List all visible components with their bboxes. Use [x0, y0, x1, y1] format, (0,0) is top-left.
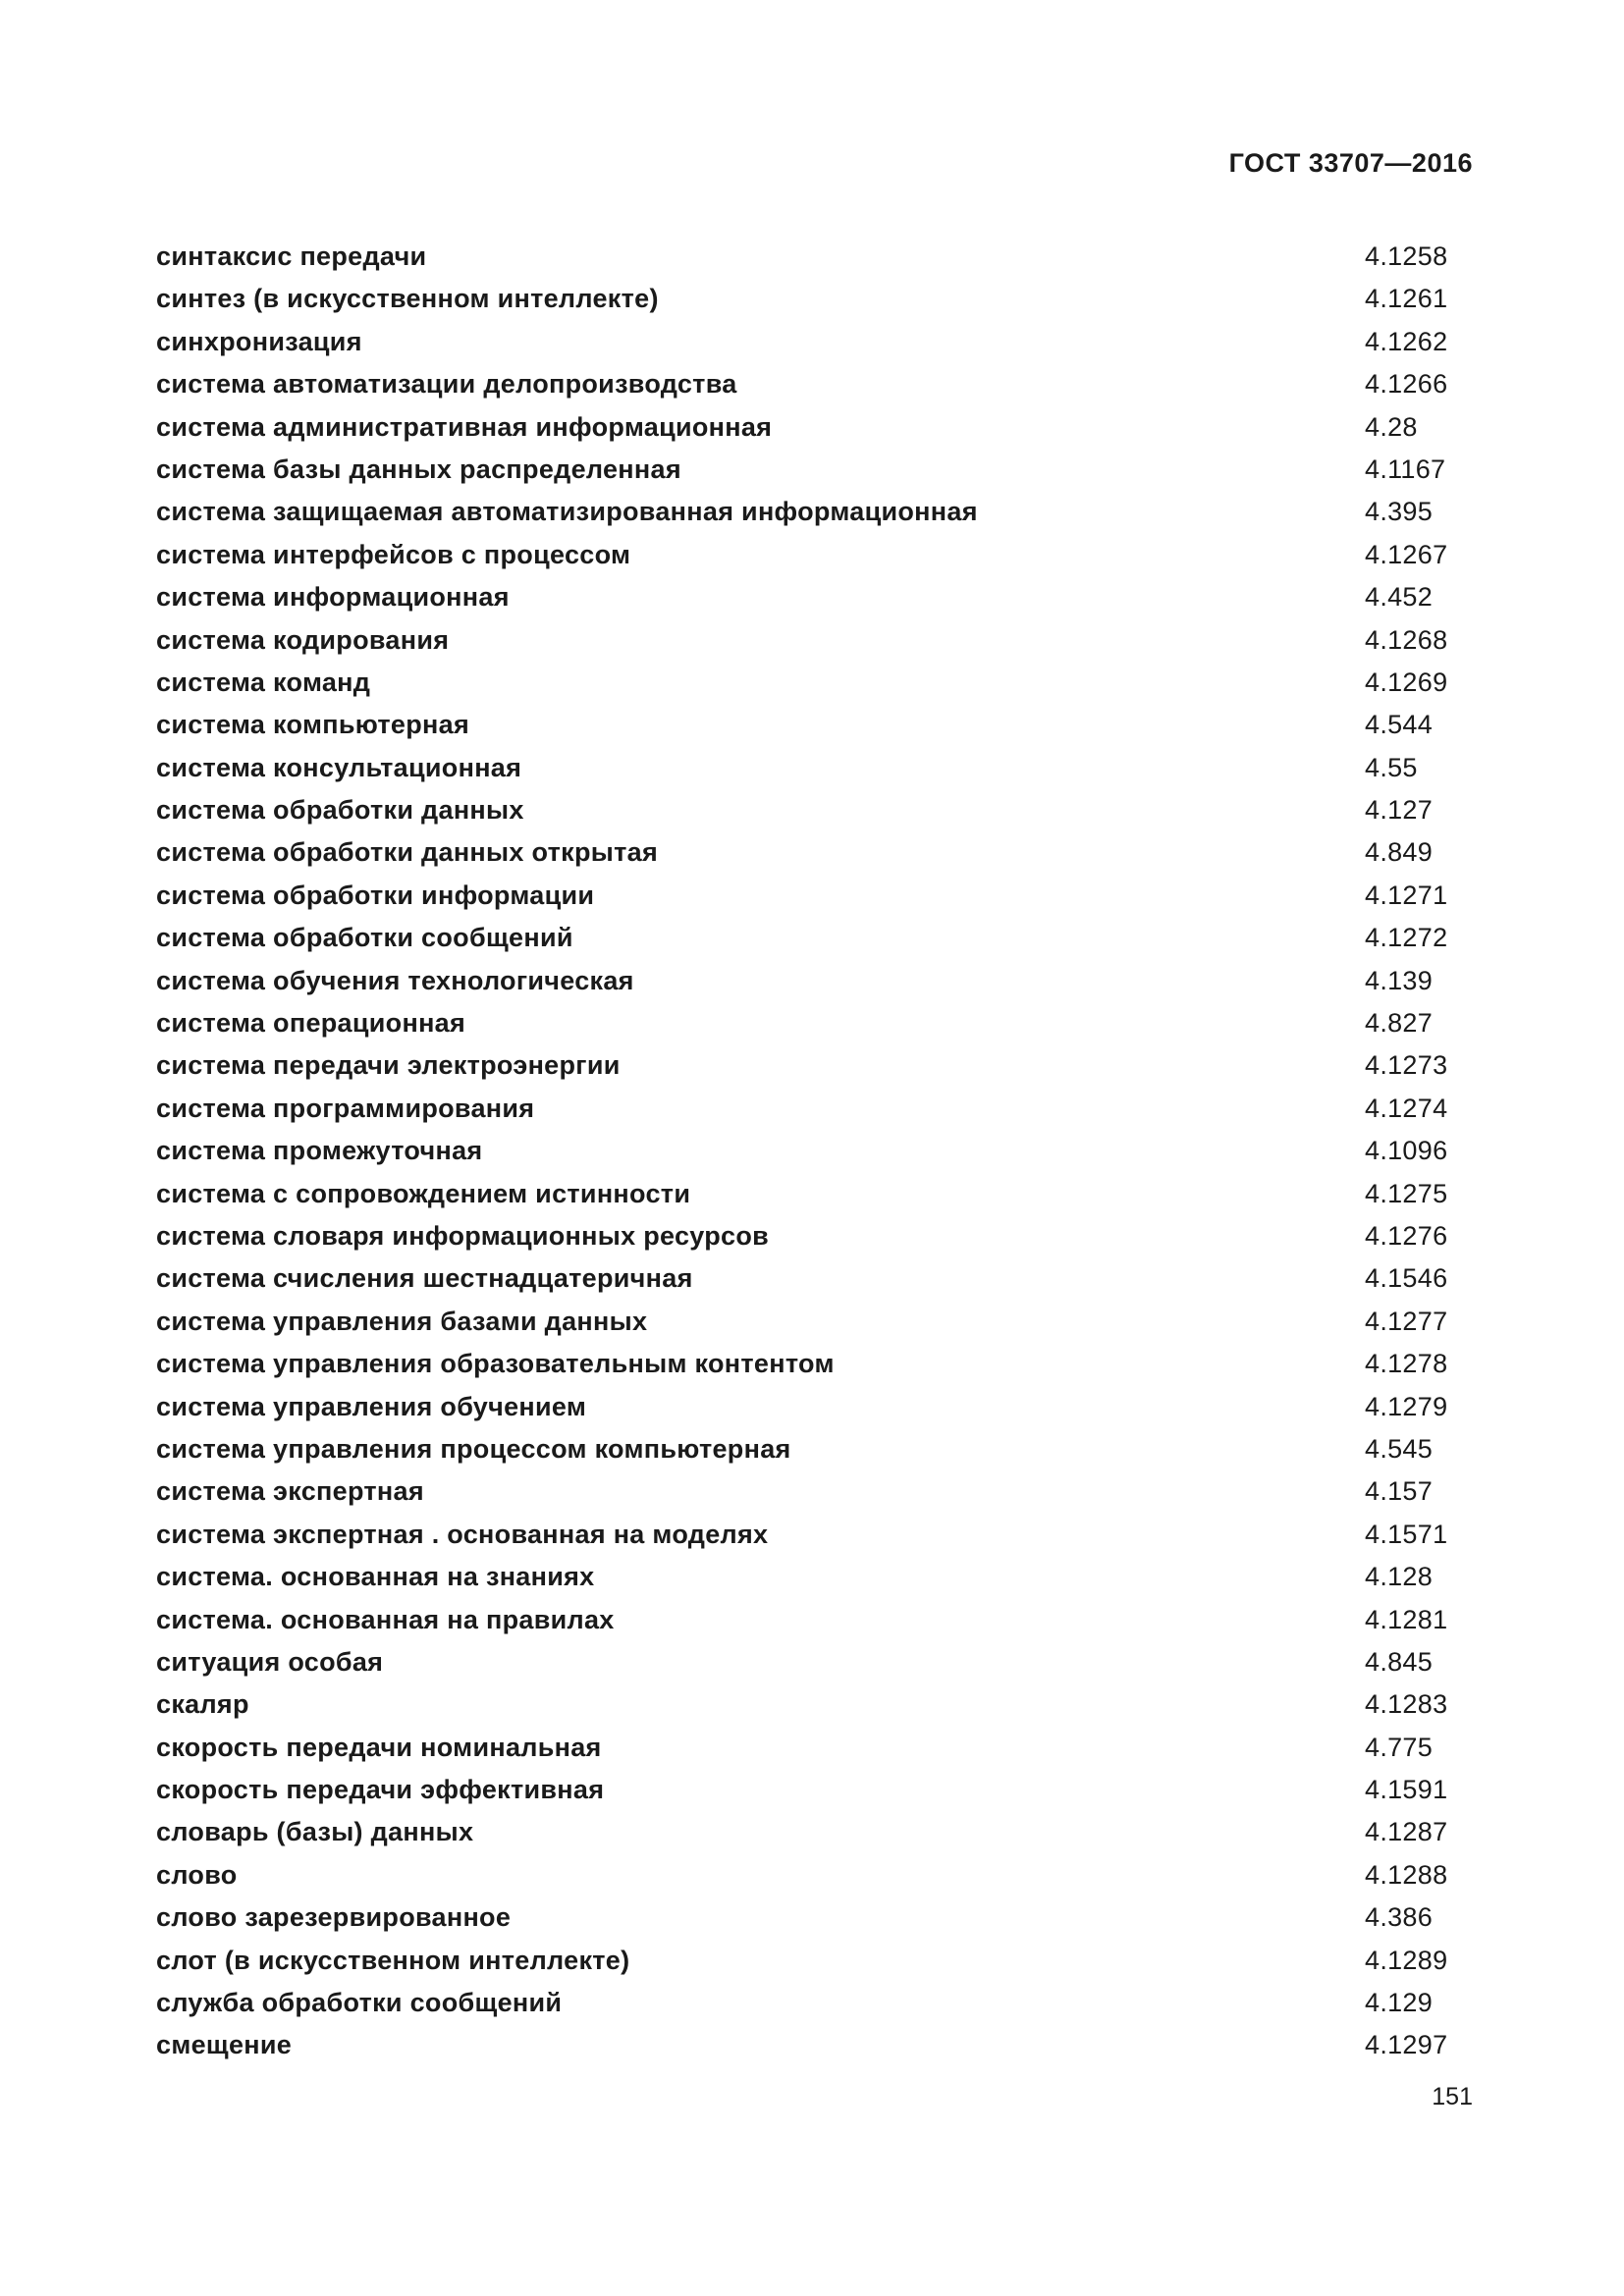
index-reference: 4.1267	[1365, 539, 1448, 569]
index-entry	[156, 1470, 1462, 1513]
alphabetical-index	[156, 236, 1462, 2067]
index-entry	[156, 619, 1462, 662]
index-reference: 4.386	[1365, 1902, 1434, 1933]
index-reference: 4.1281	[1365, 1604, 1448, 1634]
index-term: система управления обучением	[156, 1391, 587, 1421]
index-term: система обучения технологическая	[156, 965, 634, 995]
index-reference: 4.1283	[1365, 1689, 1448, 1720]
index-reference: 4.157	[1365, 1476, 1434, 1507]
index-entry	[156, 1982, 1462, 2024]
index-entry	[156, 1769, 1462, 1811]
index-reference: 4.1271	[1365, 880, 1448, 910]
index-term: система информационная	[156, 582, 510, 613]
index-entry	[156, 321, 1462, 363]
index-entry	[156, 704, 1462, 746]
index-entry	[156, 406, 1462, 449]
index-term: система передачи электроэнергии	[156, 1050, 621, 1081]
index-reference: 4.545	[1365, 1433, 1434, 1464]
index-term: система экспертная . основанная на моделях	[156, 1519, 769, 1549]
index-term: система консультационная	[156, 752, 522, 782]
index-term: система экспертная	[156, 1476, 424, 1507]
index-entry	[156, 1683, 1462, 1726]
index-reference: 4.1297	[1365, 2030, 1448, 2060]
index-entry	[156, 1428, 1462, 1470]
index-reference: 4.1288	[1365, 1859, 1448, 1890]
index-entry	[156, 1088, 1462, 1130]
index-entry	[156, 2024, 1462, 2066]
index-reference: 4.1273	[1365, 1050, 1448, 1081]
index-reference: 4.1274	[1365, 1093, 1448, 1123]
index-reference: 4.1287	[1365, 1817, 1448, 1847]
index-reference: 4.452	[1365, 582, 1434, 613]
index-entry	[156, 278, 1462, 320]
index-entry	[156, 1727, 1462, 1769]
index-reference: 4.1272	[1365, 923, 1448, 953]
index-entry	[156, 1896, 1462, 1939]
index-entry	[156, 1599, 1462, 1641]
index-term: синтаксис передачи	[156, 241, 427, 271]
index-entry	[156, 1940, 1462, 1982]
index-entry	[156, 875, 1462, 917]
index-reference: 4.1258	[1365, 241, 1448, 271]
index-reference: 4.1266	[1365, 369, 1448, 400]
index-reference: 4.55	[1365, 752, 1418, 782]
index-entry	[156, 534, 1462, 576]
index-term: слот (в искусственном интеллекте)	[156, 1945, 630, 1975]
index-term: система обработки данных	[156, 795, 524, 826]
index-reference: 4.1167	[1365, 454, 1446, 484]
index-entry	[156, 576, 1462, 618]
index-reference: 4.827	[1365, 1008, 1434, 1039]
index-reference: 4.1268	[1365, 624, 1448, 655]
index-reference: 4.1278	[1365, 1349, 1448, 1379]
index-term: синхронизация	[156, 326, 362, 356]
index-term: система обработки данных открытая	[156, 837, 659, 868]
index-entry	[156, 1044, 1462, 1087]
index-reference: 4.1269	[1365, 667, 1448, 697]
index-term: словарь (базы) данных	[156, 1817, 474, 1847]
index-term: система программирования	[156, 1093, 535, 1123]
index-entry	[156, 1002, 1462, 1044]
index-reference: 4.1546	[1365, 1263, 1448, 1294]
index-term: система промежуточная	[156, 1136, 483, 1166]
index-reference: 4.128	[1365, 1562, 1434, 1592]
index-entry	[156, 1854, 1462, 1896]
index-term: система обработки сообщений	[156, 923, 573, 953]
index-entry	[156, 662, 1462, 704]
index-entry	[156, 491, 1462, 533]
index-reference: 4.1279	[1365, 1391, 1448, 1421]
index-term: система управления процессом компьютерная	[156, 1433, 791, 1464]
index-reference: 4.1262	[1365, 326, 1448, 356]
page-number: 151	[1432, 2083, 1473, 2110]
index-entry	[156, 789, 1462, 831]
index-reference: 4.1275	[1365, 1178, 1448, 1208]
index-entry	[156, 1343, 1462, 1385]
index-term: скаляр	[156, 1689, 249, 1720]
index-term: система счисления шестнадцатеричная	[156, 1263, 693, 1294]
index-entry	[156, 1641, 1462, 1683]
index-entry	[156, 1257, 1462, 1300]
index-entry	[156, 1386, 1462, 1428]
index-term: система словаря информационных ресурсов	[156, 1220, 770, 1251]
index-entry	[156, 960, 1462, 1002]
index-term: система управления базами данных	[156, 1306, 648, 1336]
index-entry	[156, 363, 1462, 405]
index-reference: 4.845	[1365, 1646, 1434, 1677]
index-term: система базы данных распределенная	[156, 454, 681, 484]
index-reference: 4.1277	[1365, 1306, 1448, 1336]
index-term: смещение	[156, 2030, 293, 2060]
index-term: система кодирования	[156, 624, 450, 655]
index-reference: 4.1096	[1365, 1136, 1448, 1166]
index-entry	[156, 831, 1462, 874]
index-entry	[156, 449, 1462, 491]
index-term: служба обработки сообщений	[156, 1988, 563, 2018]
index-reference: 4.1571	[1365, 1519, 1448, 1549]
index-reference: 4.544	[1365, 710, 1434, 740]
index-term: система обработки информации	[156, 880, 595, 910]
index-term: слово зарезервированное	[156, 1902, 512, 1933]
index-reference: 4.775	[1365, 1732, 1434, 1762]
index-reference: 4.849	[1365, 837, 1434, 868]
index-term: скорость передачи номинальная	[156, 1732, 602, 1762]
index-term: система. основанная на знаниях	[156, 1562, 595, 1592]
index-reference: 4.1591	[1365, 1775, 1448, 1805]
index-term: система интерфейсов с процессом	[156, 539, 631, 569]
index-entry	[156, 1811, 1462, 1853]
index-reference: 4.28	[1365, 411, 1418, 442]
index-term: система административная информационная	[156, 411, 773, 442]
index-entry	[156, 1301, 1462, 1343]
index-term: система компьютерная	[156, 710, 470, 740]
index-reference: 4.139	[1365, 965, 1434, 995]
index-reference: 4.127	[1365, 795, 1434, 826]
index-term: система. основанная на правилах	[156, 1604, 615, 1634]
index-term: ситуация особая	[156, 1646, 384, 1677]
index-entry	[156, 917, 1462, 959]
index-entry	[156, 747, 1462, 789]
index-term: система с сопровождением истинности	[156, 1178, 691, 1208]
index-term: синтез (в искусственном интеллекте)	[156, 284, 659, 314]
index-reference: 4.395	[1365, 497, 1434, 527]
index-entry	[156, 1173, 1462, 1215]
index-term: система автоматизации делопроизводства	[156, 369, 737, 400]
index-entry	[156, 1215, 1462, 1257]
index-reference: 4.1261	[1365, 284, 1448, 314]
index-term: система операционная	[156, 1008, 466, 1039]
index-entry	[156, 1130, 1462, 1172]
index-term: система команд	[156, 667, 371, 697]
index-reference: 4.129	[1365, 1988, 1434, 2018]
index-entry	[156, 236, 1462, 278]
standard-header: ГОСТ 33707—2016	[1228, 148, 1473, 178]
index-term: скорость передачи эффективная	[156, 1775, 605, 1805]
index-term: система управления образовательным контентом	[156, 1349, 835, 1379]
index-entry	[156, 1556, 1462, 1598]
index-entry	[156, 1514, 1462, 1556]
index-reference: 4.1289	[1365, 1945, 1448, 1975]
index-reference: 4.1276	[1365, 1220, 1448, 1251]
index-term: система защищаемая автоматизированная информационная	[156, 497, 978, 527]
index-term: слово	[156, 1859, 238, 1890]
